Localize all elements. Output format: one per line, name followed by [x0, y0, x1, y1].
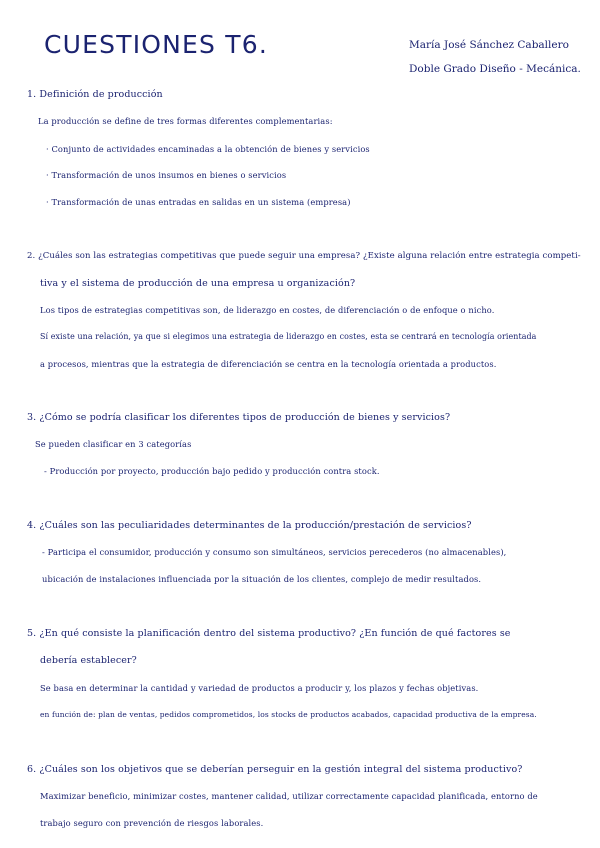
answer-line: trabajo seguro con prevención de riesgos laborales.: [40, 818, 264, 828]
answer-line: en función de: plan de ventas, pedidos comprometidos, los stocks de productos acabados, capacidad productiva de la empresa.: [40, 710, 537, 719]
answer-line: Los tipos de estrategias competitivas son, de liderazgo en costes, de diferenciación o de enfoque o nicho.: [40, 305, 495, 315]
answer-line: ubicación de instalaciones influenciada por la situación de los clientes, complejo de medir resultados.: [42, 574, 482, 584]
page-title: CUESTIONES T6.: [44, 30, 268, 59]
author-name: María José Sánchez Caballero: [409, 39, 569, 51]
answer-line: La producción se define de tres formas diferentes complementarias:: [38, 116, 333, 126]
answer-line: Se pueden clasificar en 3 categorías: [35, 439, 192, 449]
answer-line: Se basa en determinar la cantidad y variedad de productos a producir y, los plazos y fechas objetivas.: [40, 683, 479, 693]
question-heading: 4. ¿Cuáles son las peculiaridades determinantes de la producción/prestación de servicios?: [27, 520, 472, 531]
question-heading: 1. Definición de producción: [27, 89, 163, 100]
question-heading: tiva y el sistema de producción de una empresa u organización?: [40, 278, 356, 289]
answer-line: Maximizar beneficio, minimizar costes, mantener calidad, utilizar correctamente capacidad planificada, entorno de: [40, 791, 538, 801]
question-heading: 6. ¿Cuáles son los objetivos que se deberían perseguir en la gestión integral del sistema productivo?: [27, 764, 523, 775]
author-degree: Doble Grado Diseño - Mecánica.: [409, 63, 581, 75]
answer-line: · Conjunto de actividades encaminadas a la obtención de bienes y servicios: [46, 144, 370, 154]
answer-line: - Producción por proyecto, producción bajo pedido y producción contra stock.: [44, 466, 380, 476]
answer-line: · Transformación de unas entradas en salidas en un sistema (empresa): [46, 197, 351, 207]
question-heading: 2. ¿Cuáles son las estrategias competitivas que puede seguir una empresa? ¿Existe alguna relación entre estrategia competi-: [27, 251, 581, 261]
author-block: [409, 33, 584, 81]
question-heading: debería establecer?: [40, 655, 137, 666]
answer-line: Sí existe una relación, ya que si elegimos una estrategia de liderazgo en costes, esta se centrará en tecnología orientada: [40, 332, 537, 341]
answer-line: · Transformación de unos insumos en bienes o servicios: [46, 170, 287, 180]
answer-line: - Participa el consumidor, producción y consumo son simultáneos, servicios perecederos (no almacenables),: [42, 547, 507, 557]
answer-line: a procesos, mientras que la estrategia de diferenciación se centra en la tecnología orientada a productos.: [40, 359, 497, 369]
question-heading: 5. ¿En qué consiste la planificación dentro del sistema productivo? ¿En función de qué factores se: [27, 628, 511, 639]
question-heading: 3. ¿Cómo se podría clasificar los diferentes tipos de producción de bienes y servicios?: [27, 412, 451, 423]
